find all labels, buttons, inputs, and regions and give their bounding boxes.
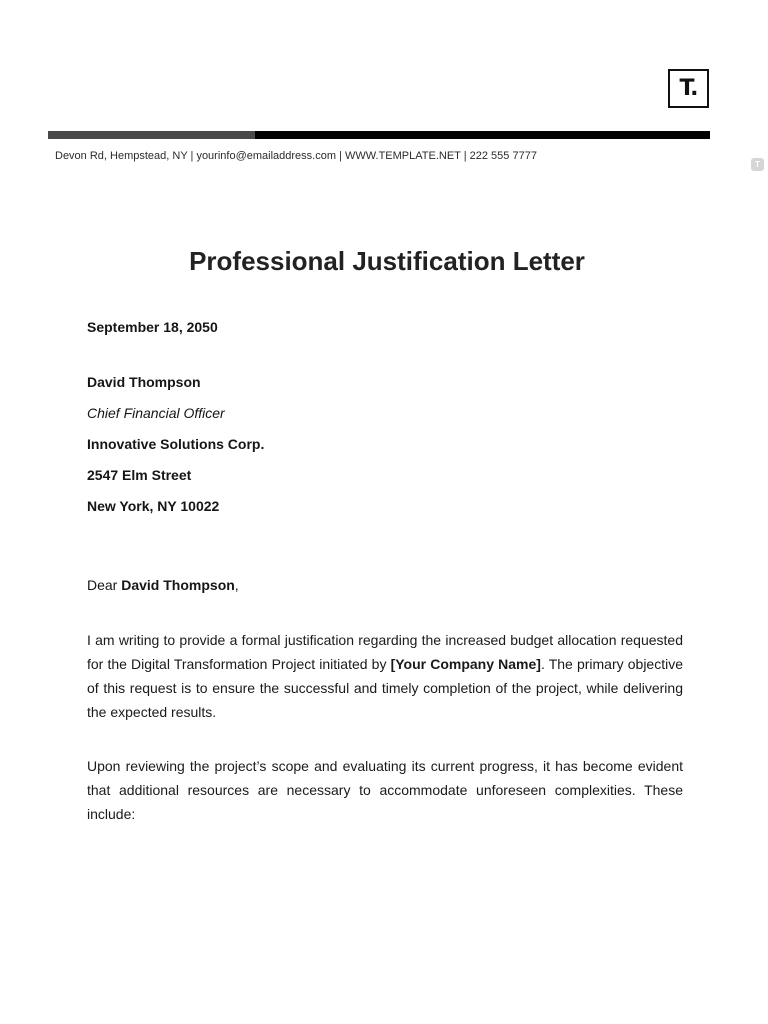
recipient-city: New York, NY 10022 — [87, 498, 220, 514]
letter-date: September 18, 2050 — [87, 319, 218, 335]
header-rule-black — [255, 131, 710, 139]
body-paragraph-2: Upon reviewing the project’s scope and evaluating its current progress, it has become evident that additional resources are necessary to accommodate unforeseen complexities. These include: — [87, 758, 683, 822]
salutation-name: David Thompson — [121, 577, 235, 593]
header-rule-grey — [48, 131, 255, 139]
paragraph-1-text-before: I am writing to provide a formal justification regarding the increased budget allocation requested for the Digital Transformation Project initiated by — [87, 632, 683, 672]
paragraph-1-text-after: . The primary objective of this request is to ensure the successful and timely completion of the project, while delivering the expected results. — [87, 656, 684, 720]
contact-line: Devon Rd, Hempstead, NY | yourinfo@emailaddress.com | WWW.TEMPLATE.NET | 222 555 7777 — [55, 150, 537, 162]
side-badge-icon[interactable]: T — [751, 158, 764, 171]
company-name-placeholder: [Your Company Name] — [390, 656, 541, 672]
salutation-suffix: , — [234, 577, 239, 593]
logo-box — [668, 69, 709, 108]
letter-title: Professional Justification Letter — [189, 246, 585, 276]
salutation — [87, 577, 239, 593]
recipient-company: Innovative Solutions Corp. — [87, 436, 265, 452]
salutation-prefix: Dear — [87, 577, 122, 593]
body-paragraph-1 — [87, 628, 683, 724]
recipient-position: Chief Financial Officer — [87, 405, 225, 421]
recipient-street: 2547 Elm Street — [87, 467, 192, 483]
recipient-name: David Thompson — [87, 374, 201, 390]
logo-text: T. — [679, 76, 698, 101]
